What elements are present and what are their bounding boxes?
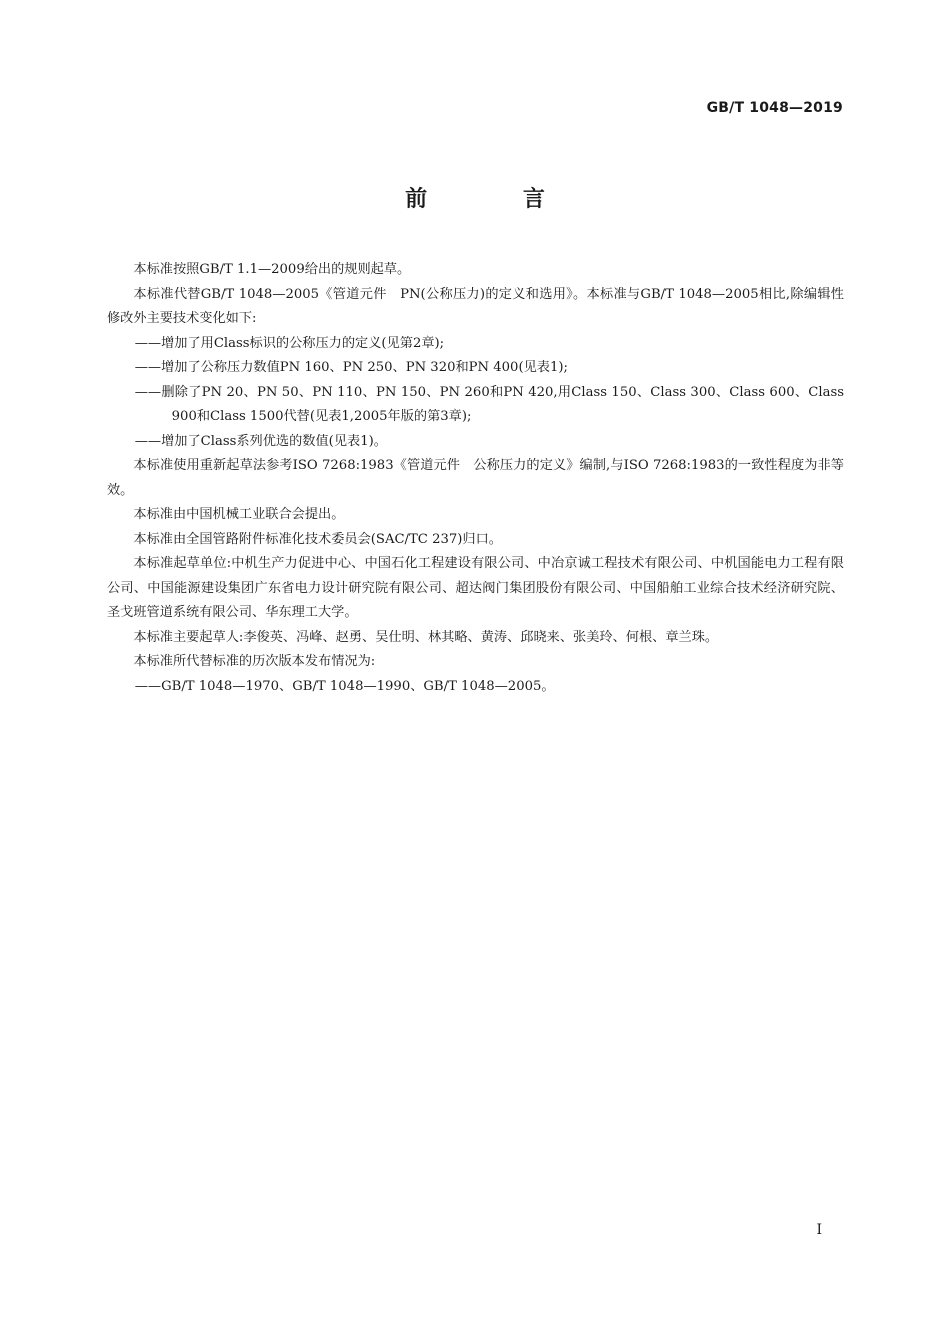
paragraph-proposer: 本标准由中国机械工业联合会提出。: [133, 507, 345, 522]
change-item: ——增加了Class系列优选的数值(见表1)。: [134, 433, 387, 449]
foreword-body: [107, 258, 844, 699]
paragraph-replacement: 本标准代替GB/T 1048—2005《管道元件 PN(公称压力)的定义和选用》。本标准与GB/T 1048—2005相比,除编辑性修改外主要技术变化如下:: [107, 286, 844, 326]
paragraph-drafting-rules: 本标准按照GB/T 1.1—2009给出的规则起草。: [133, 262, 411, 277]
standard-code: GB/T 1048—2019: [706, 100, 843, 116]
paragraph-history-intro: 本标准所代替标准的历次版本发布情况为:: [133, 654, 376, 669]
paragraph-iso-reference: 本标准使用重新起草法参考ISO 7268:1983《管道元件 公称压力的定义》编制,与ISO 7268:1983的一致性程度为非等效。: [107, 458, 844, 498]
change-item: ——删除了PN 20、PN 50、PN 110、PN 150、PN 260和PN 420,用Class 150、Class 300、Class 600、Class 900和Class 1500代替(见表1,2005年版的第3章);: [134, 384, 844, 424]
change-item: ——增加了公称压力数值PN 160、PN 250、PN 320和PN 400(见表1);: [134, 360, 568, 375]
change-item: ——增加了用Class标识的公称压力的定义(见第2章);: [134, 335, 445, 351]
page-title: 前 言: [405, 187, 589, 212]
paragraph-drafting-units: 本标准起草单位:中机生产力促进中心、中国石化工程建设有限公司、中冶京诚工程技术有限公司、中机国能电力工程有限公司、中国能源建设集团广东省电力设计研究院有限公司、超达阀门集团股份有限公司、中国船舶工业综合技术经济研究院、圣戈班管道系统有限公司、华东理工大学。: [107, 556, 844, 620]
page-number: I: [816, 1222, 822, 1238]
history-item: ——GB/T 1048—1970、GB/T 1048—1990、GB/T 1048—2005。: [134, 678, 555, 694]
paragraph-committee: 本标准由全国管路附件标准化技术委员会(SAC/TC 237)归口。: [133, 531, 502, 547]
paragraph-drafters: 本标准主要起草人:李俊英、冯峰、赵勇、吴仕明、林其略、黄涛、邱晓来、张美玲、何根、章兰珠。: [133, 629, 719, 645]
